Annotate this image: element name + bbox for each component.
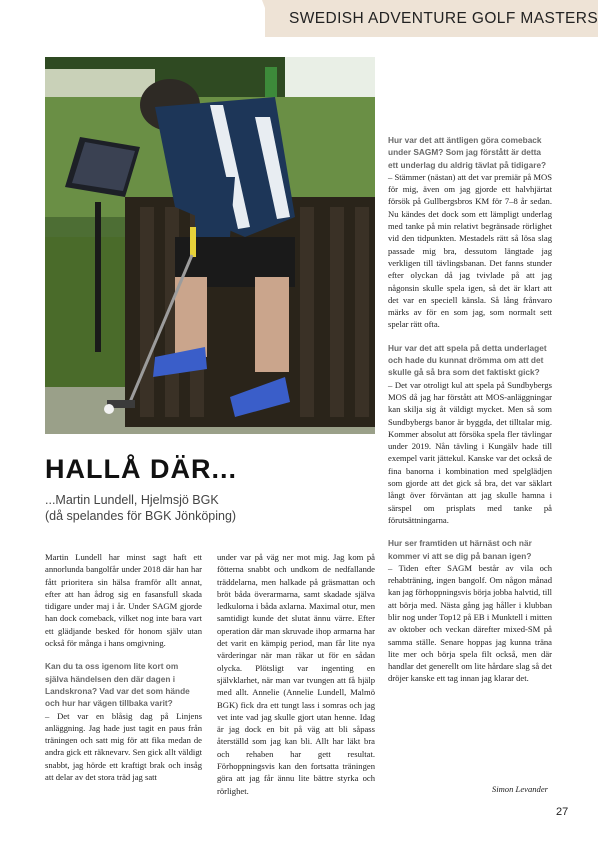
interview-question: Hur ser framtiden ut härnäst och när kommer vi att se dig på banan igen? [388,538,532,561]
text-column-3 [388,134,552,685]
magazine-section-title: SWEDISH ADVENTURE GOLF MASTERS [289,10,598,27]
interview-question: Hur var det att spela på detta underlaget och hade du kunnat drömma om att det skulle gå så bra som det faktiskt gick? [388,342,547,378]
photo-player-putting [45,57,375,434]
interview-answer: – Det var en blåsig dag på Linjens anläggning. Jag hade just tagit en paus från träningen och satt mig för att fika medan de andra gick ett räknevarv. Sen gick allt väldigt snabbt, jag hörde ett kraftigt brak och insåg att delar av det stora träd jag satt [45,710,202,783]
interview-answer: – Stämmer (nästan) att det var premiär på MOS för mig, även om jag gjorde ett halvhjärtat försök på Gullbergsbros KM för 7–8 år sedan. Nu kändes det dock som ett lämpligt underlag med tanke på min relativt begränsade rörlighet vid den tidpunkten. Mestadels rätt så lösa slag passade mig bra, dessutom längtade jag verkligen till tävlingsbanan. Det fanns stunder efter olyckan då jag tvivlade på att jag någonsin skulle spela igen, så det är klart att det var en speciell känsla. Så lång frånvaro märks av för en som jag, som normalt sett spelar rätt ofta. [388,171,552,330]
interview-question: Kan du ta oss igenom lite kort om själva händelsen den där dagen i Landskrona? Vad var det som hände och hur har vägen tillbaka varit? [45,661,190,709]
intro-paragraph: Martin Lundell har minst sagt haft ett annorlunda bangolfår under 2018 där han har fått prioritera sin hälsa framför allt annat, efter att han ådrog sig en fasansfull skada tidigare under maj i år. Under SAGM gjorde han dock comeback, vilket nog inte bara vart ett glädjande besked för honom själv utan också för många i hans omgivning. [45,552,202,649]
header-tab-edge [262,0,276,37]
article-subhead [45,492,375,524]
author-signature: Simon Levander [491,784,548,794]
text-column-1 [45,551,202,783]
interview-answer: – Tiden efter SAGM består av vila och rehabträning, ingen bangolf. Om någon månad kan jag förhoppningsvis börja jobba halvtid, till att börja med. Nästa gång jag håller i klubban blir nog under Top12 på EB i Munktell i mitten av oktober och veckan därefter mixed-SM på samma ställe. Senare hoppas jag kunna träna lite mer och börja spela filt också, men där handlar det generellt om lite hårdare slag så det dröjer kanske ett tag innan jag klarar det. [388,562,552,684]
subhead-name-club: ...Martin Lundell, Hjelmsjö BGK [45,493,219,507]
subhead-former-club: (då spelandes för BGK Jönköping) [45,509,237,523]
article-headline: HALLÅ DÄR... [45,454,237,484]
interview-answer: – Det var otroligt kul att spela på Sundbybergs MOS då jag har förstått att MOS-anläggningar kan skilja sig åt väldigt mycket. Men så som Sundbybergs banor är byggda, det tilltalar mig. Kommer absolut att försöka spela fler tävlingar under 2019. Nån tävling i Kungälv hade till exempel varit jättekul. Kanske var det också de fina banorna i kombination med spelglädjen som gjorde att det gick så bra, det var säklart långt över förväntan att jag skulle hamna i särspel om prisplats med tanke på förutsättningarna. [388,379,552,525]
page-number: 27 [556,806,569,818]
interview-question: Hur var det att äntligen göra comeback under SAGM? Som jag förstått är detta ett underlag du aldrig tävlat på tidigare? [388,135,547,170]
text-column-2 [217,551,375,797]
interview-answer-continued: under var på väg ner mot mig. Jag kom på fötterna snabbt och undkom de nedfallande träddelarna, men halkade på gräsmattan och bröt båda överarmarna, samt skadade själva ledkulorna i båda axlarna. Maximal otur, men samtidigt kunde det slutat ännu värre. Efter operation där man skruvade ihop armarna har det varit en kämpig period, man får lite nya värderingar när man räkar ut för en sådan olycka. Plötsligt var ingenting en självklarhet, när man var tvungen att få hjälp med allt. Annelie (Annelie Lundell, Malmö BGK) fick dra ett tungt lass i somras och jag vet inte vad jag skulle gjort utan henne. Idag är jag dock en bit på väg att bli såpass återställd som jag kan bli. Allt har läkt bra och rehaben har gett resultat. Förhoppningsvis kan den fortsatta träningen göra att jag får ännu lite bättre styrka och rörlighet. [217,552,375,796]
